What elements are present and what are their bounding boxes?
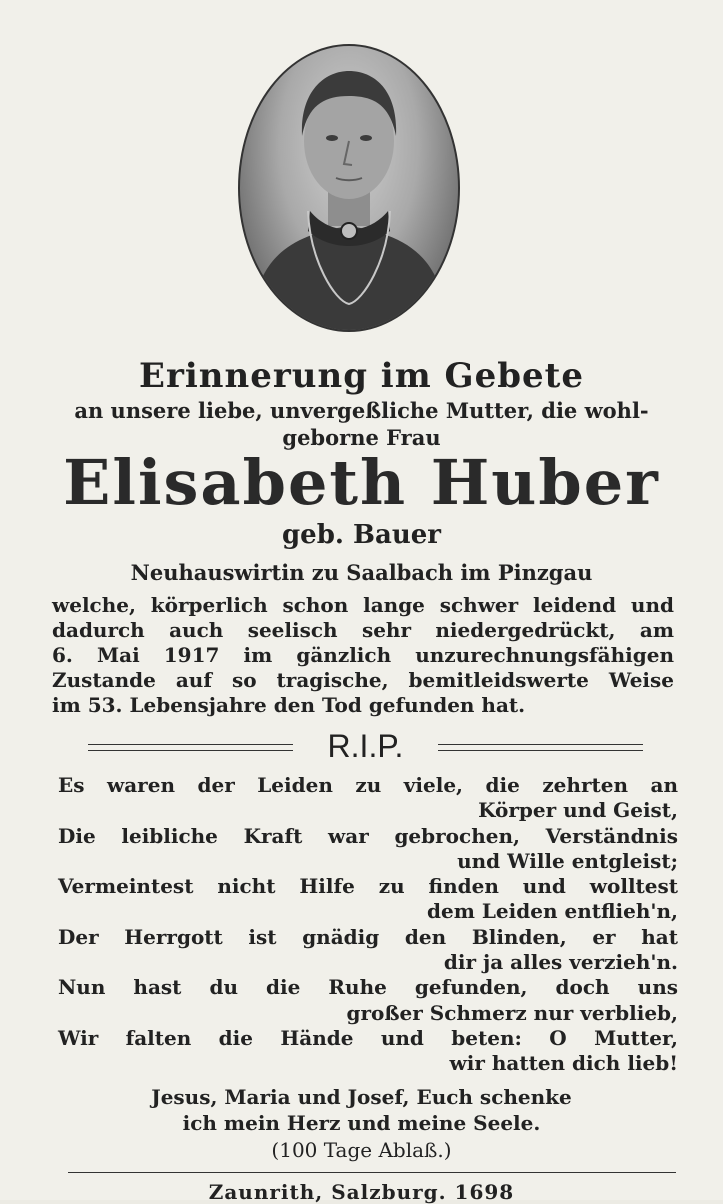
poem-line: großer Schmerz nur verblieb, <box>346 1000 678 1025</box>
intro-line-1: an unsere liebe, unvergeßliche Mutter, die wohl- <box>74 398 649 423</box>
poem-line: Es waren der Leiden zu viele, die zehrten an <box>58 773 678 797</box>
poem <box>58 773 678 1077</box>
poem-line: Wir falten die Hände und beten: O Mutter, <box>58 1025 678 1050</box>
maiden-name: geb. Bauer <box>282 520 441 550</box>
poem-line: Nun hast du die Ruhe gefunden, doch uns <box>58 975 678 1000</box>
obituary-line: Zustande auf so tragische, bemitleidswerte Weise <box>52 668 674 692</box>
obituary-line: welche, körperlich schon lange schwer leidend und <box>52 593 674 617</box>
occupation: Neuhauswirtin zu Saalbach im Pinzgau <box>130 560 593 585</box>
poem-line: Körper und Geist, <box>478 798 678 823</box>
rip-text: R.I.P. <box>327 728 404 764</box>
indulgence-note: (100 Tage Ablaß.) <box>271 1138 452 1162</box>
printer-imprint: Zaunrith, Salzburg. 1698 <box>208 1180 515 1204</box>
deceased-name: Elisabeth Huber <box>63 446 660 519</box>
poem-line: Die leibliche Kraft war gebrochen, Verständnis <box>58 823 678 848</box>
poem-line: wir hatten dich lieb! <box>449 1051 678 1076</box>
footer-rule <box>68 1172 676 1173</box>
obituary-line: 6. Mai 1917 im gänzlich unzurechnungsfähigen <box>52 643 674 667</box>
poem-line: dem Leiden entflieh'n, <box>427 899 678 924</box>
obituary-line: im 53. Lebensjahre den Tod gefunden hat. <box>52 693 526 717</box>
rip-divider <box>88 728 643 764</box>
poem-line: dir ja alles verzieh'n. <box>443 950 678 975</box>
prayer-line-2: ich mein Herz und meine Seele. <box>182 1111 541 1135</box>
poem-line: Der Herrgott ist gnädig den Blinden, er hat <box>58 924 678 949</box>
portrait-photo <box>238 44 460 332</box>
poem-line: Vermeintest nicht Hilfe zu finden und wolltest <box>58 874 678 899</box>
portrait-illustration <box>240 46 458 330</box>
prayer-line-1: Jesus, Maria und Josef, Euch schenke <box>151 1085 572 1109</box>
obituary-text <box>52 593 674 718</box>
obituary-line: dadurch auch seelisch sehr niedergedrückt, am <box>52 618 674 642</box>
poem-line: und Wille entgleist; <box>457 848 678 873</box>
intro-line-2: geborne Frau <box>282 425 441 450</box>
heading: Erinnerung im Gebete <box>139 356 584 396</box>
double-rule-right <box>438 744 643 751</box>
